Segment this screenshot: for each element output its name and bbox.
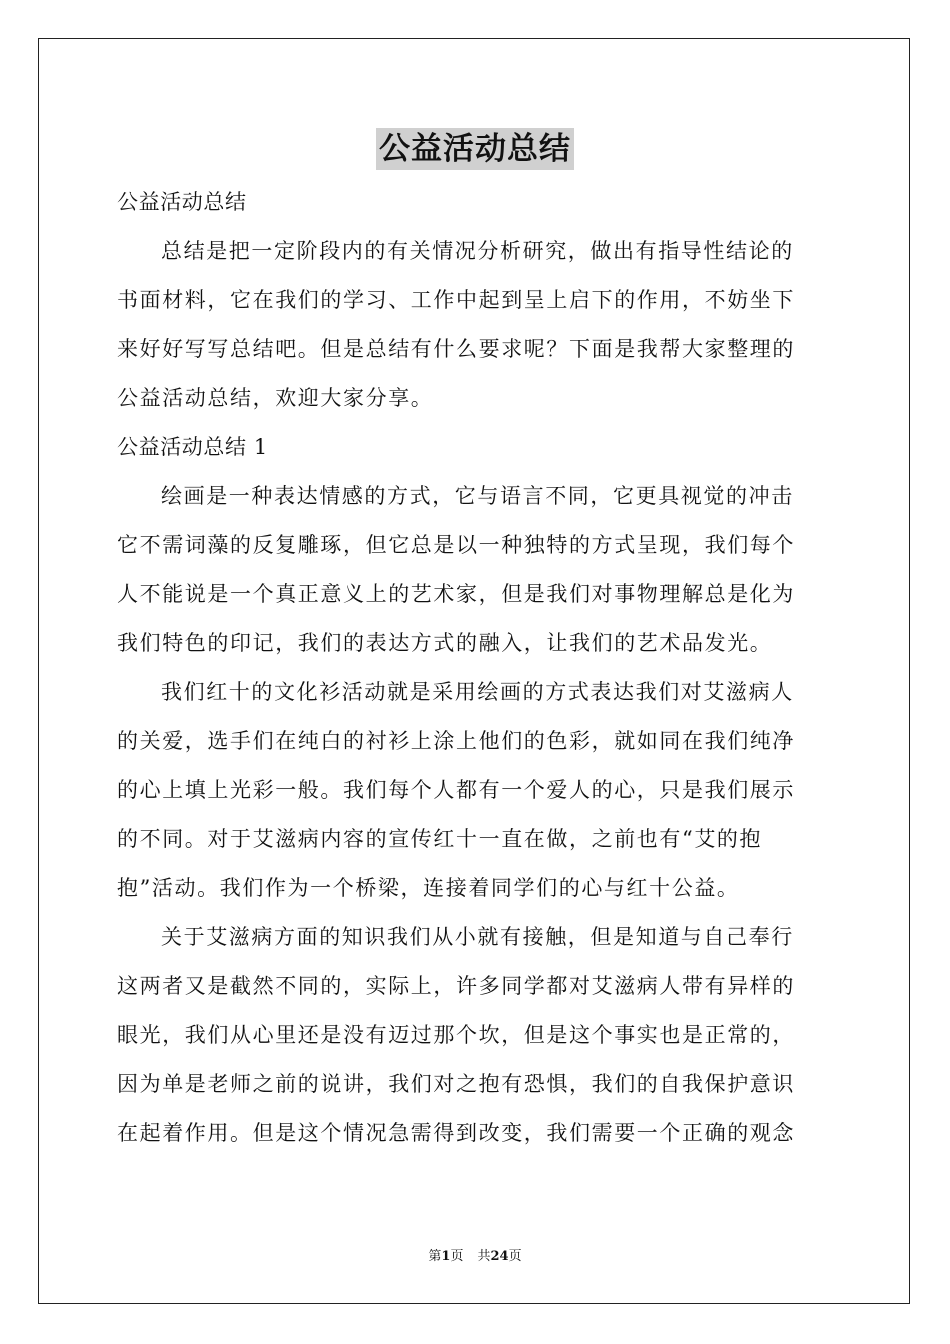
body-paragraph <box>117 913 837 1158</box>
title-container <box>0 128 950 170</box>
paragraph-line: 抱”活动。我们作为一个桥梁，连接着同学们的心与红十公益。 <box>117 876 740 900</box>
paragraph-line: 绘画是一种表达情感的方式，它与语言不同，它更具视觉的冲击 <box>161 484 794 508</box>
paragraph-line: 因为单是老师之前的说讲，我们对之抱有恐惧，我们的自我保护意识 <box>117 1072 795 1096</box>
paragraph-line: 这两者又是截然不同的，实际上，许多同学都对艾滋病人带有异样的 <box>117 974 795 998</box>
page-footer <box>0 1248 950 1266</box>
current-page-number: 1 <box>441 1249 451 1264</box>
document-subtitle: 公益活动总结 <box>117 190 247 214</box>
paragraph-line: 它不需词藻的反复雕琢，但它总是以一种独特的方式呈现，我们每个 <box>117 533 795 557</box>
document-body <box>117 178 837 1158</box>
paragraph-line: 的心上填上光彩一般。我们每个人都有一个爱人的心，只是我们展示 <box>117 778 795 802</box>
intro-paragraph <box>117 227 837 423</box>
document-title: 公益活动总结 <box>376 128 574 170</box>
page-number-suffix: 页 <box>450 1249 464 1264</box>
paragraph-line: 我们红十的文化衫活动就是采用绘画的方式表达我们对艾滋病人 <box>161 680 794 704</box>
paragraph-line: 公益活动总结，欢迎大家分享。 <box>117 386 434 410</box>
paragraph-line: 关于艾滋病方面的知识我们从小就有接触，但是知道与自己奉行 <box>161 925 794 949</box>
paragraph-line: 我们特色的印记，我们的表达方式的融入，让我们的艺术品发光。 <box>117 631 773 655</box>
total-page-count: 24 <box>490 1249 509 1264</box>
paragraph-line: 书面材料，它在我们的学习、工作中起到呈上启下的作用，不妨坐下 <box>117 288 795 312</box>
paragraph-line: 总结是把一定阶段内的有关情况分析研究，做出有指导性结论的 <box>161 239 794 263</box>
section-heading: 公益活动总结 1 <box>117 435 268 459</box>
body-paragraph <box>117 668 837 913</box>
paragraph-line: 眼光，我们从心里还是没有迈过那个坎，但是这个事实也是正常的， <box>117 1023 795 1047</box>
page-number-prefix: 第 <box>428 1249 442 1264</box>
total-pages-suffix: 页 <box>508 1249 522 1264</box>
body-paragraph <box>117 472 837 668</box>
paragraph-line: 在起着作用。但是这个情况急需得到改变，我们需要一个正确的观念 <box>117 1121 795 1145</box>
paragraph-line: 来好好写写总结吧。但是总结有什么要求呢？下面是我帮大家整理的 <box>117 337 795 361</box>
paragraph-line: 的关爱，选手们在纯白的衬衫上涂上他们的色彩，就如同在我们纯净 <box>117 729 795 753</box>
paragraph-line: 的不同。对于艾滋病内容的宣传红十一直在做，之前也有“艾的抱 <box>117 827 763 851</box>
total-pages-prefix: 共 <box>477 1249 491 1264</box>
paragraph-line: 人不能说是一个真正意义上的艺术家，但是我们对事物理解总是化为 <box>117 582 795 606</box>
